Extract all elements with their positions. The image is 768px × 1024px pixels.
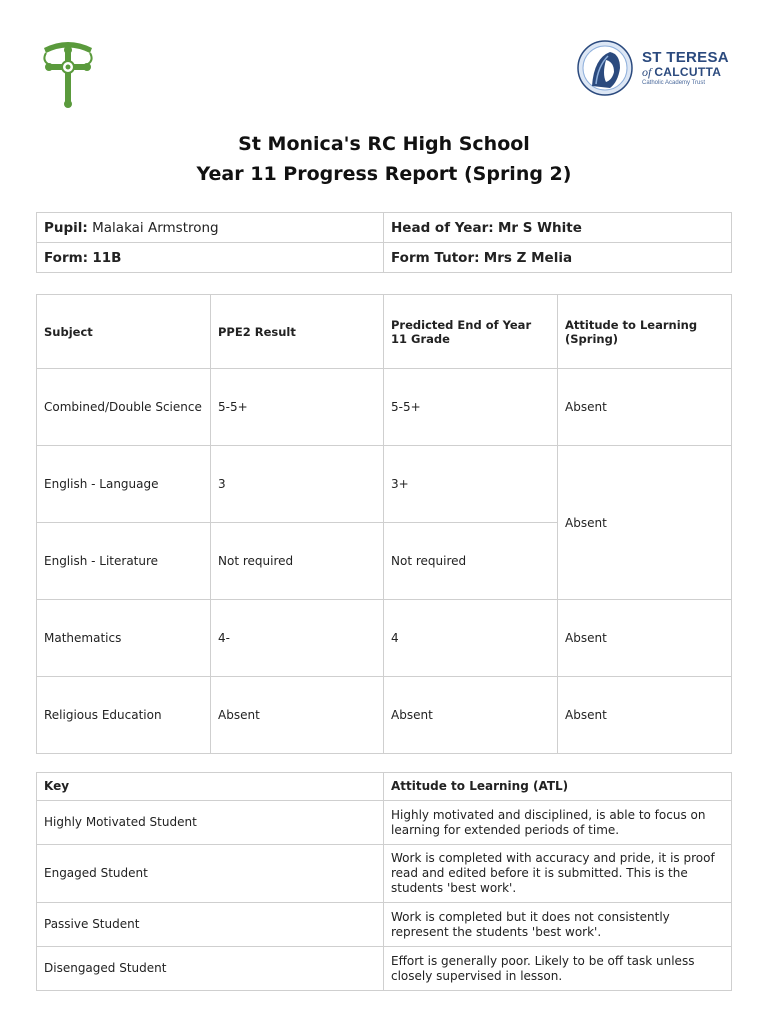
subject-cell: Religious Education (37, 677, 211, 754)
key-description-cell: Effort is generally poor. Likely to be off task unless closely supervised in lesson. (384, 947, 732, 991)
subject-cell: English - Literature (37, 523, 211, 600)
ppe2-cell: Not required (211, 523, 384, 600)
subject-cell: Mathematics (37, 600, 211, 677)
column-header: Attitude to Learning (Spring) (558, 295, 732, 369)
column-header: Key (37, 773, 384, 801)
subject-cell: Combined/Double Science (37, 369, 211, 446)
table-header-row (37, 773, 732, 801)
table-row (37, 600, 732, 677)
predicted-cell: 4 (384, 600, 558, 677)
column-header: Attitude to Learning (ATL) (384, 773, 732, 801)
form-tutor-name: Mrs Z Melia (483, 249, 573, 266)
trust-logo (576, 38, 729, 100)
ppe2-cell: 3 (211, 446, 384, 523)
atl-key-table (36, 772, 732, 991)
pupil-cell: Pupil: Malakai Armstrong (37, 213, 384, 243)
column-header: PPE2 Result (211, 295, 384, 369)
key-label-cell: Highly Motivated Student (37, 801, 384, 845)
form-cell: Form: 11B (37, 243, 384, 273)
ppe2-cell: 4- (211, 600, 384, 677)
ppe2-cell: 5-5+ (211, 369, 384, 446)
key-label-cell: Disengaged Student (37, 947, 384, 991)
head-of-year-cell: Head of Year: Mr S White (384, 213, 732, 243)
table-row (37, 845, 732, 903)
form-value: 11B (92, 249, 122, 266)
key-description-cell: Highly motivated and disciplined, is able to focus on learning for extended periods of time. (384, 801, 732, 845)
table-row (37, 446, 732, 523)
table-row (37, 243, 732, 273)
table-row (37, 677, 732, 754)
column-header: Predicted End of Year 11 Grade (384, 295, 558, 369)
predicted-cell: 5-5+ (384, 369, 558, 446)
grades-table (36, 294, 732, 754)
key-label-cell: Engaged Student (37, 845, 384, 903)
predicted-cell: Absent (384, 677, 558, 754)
atl-cell: Absent (558, 677, 732, 754)
predicted-cell: 3+ (384, 446, 558, 523)
subject-cell: English - Language (37, 446, 211, 523)
key-description-cell: Work is completed but it does not consistently represent the students 'best work'. (384, 903, 732, 947)
key-description-cell: Work is completed with accuracy and pride, it is proof read and edited before it is submitted. This is the students 'best work'. (384, 845, 732, 903)
head-of-year-name: Mr S White (497, 219, 582, 236)
atl-cell: Absent (558, 369, 732, 446)
table-row (37, 947, 732, 991)
trust-tagline: Catholic Academy Trust (642, 80, 706, 86)
atl-cell: Absent (558, 600, 732, 677)
ppe2-cell: Absent (211, 677, 384, 754)
table-row (37, 369, 732, 446)
pupil-name: Malakai Armstrong (92, 219, 219, 236)
form-tutor-cell: Form Tutor: Mrs Z Melia (384, 243, 732, 273)
school-name: St Monica's RC High School (238, 133, 530, 155)
column-header: Subject (37, 295, 211, 369)
trust-name: ST TERESA (642, 49, 729, 66)
table-row (37, 213, 732, 243)
pupil-info-table (36, 212, 732, 273)
school-crest-logo (38, 36, 98, 108)
atl-cell-merged: Absent (558, 446, 732, 600)
table-header-row (37, 295, 732, 369)
predicted-cell: Not required (384, 523, 558, 600)
key-label-cell: Passive Student (37, 903, 384, 947)
trust-name-sub: of CALCUTTA (642, 65, 722, 79)
table-row (37, 801, 732, 845)
table-row (37, 903, 732, 947)
report-title: Year 11 Progress Report (Spring 2) (196, 163, 572, 185)
